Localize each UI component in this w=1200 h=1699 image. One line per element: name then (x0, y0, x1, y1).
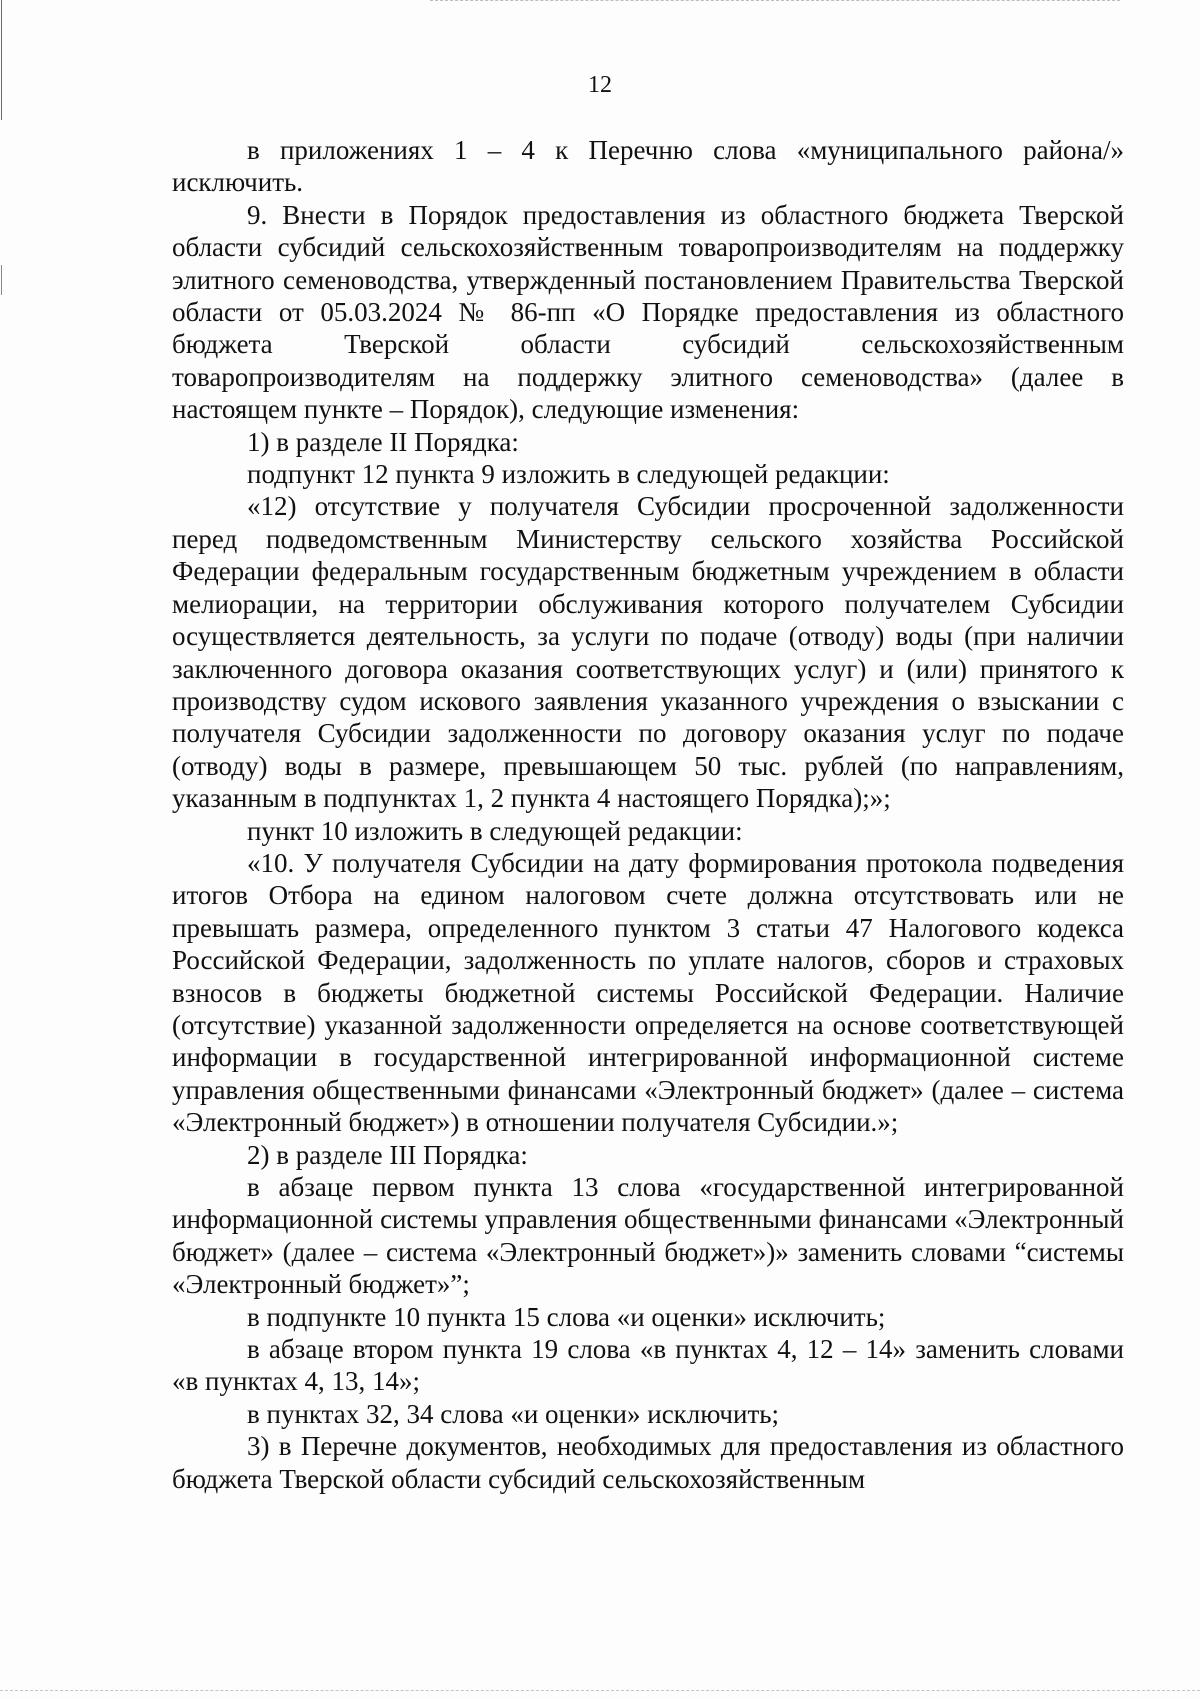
scan-edge-left (1, 0, 2, 120)
scan-edge-top (430, 0, 1120, 2)
paragraph-quoted-12: «12) отсутствие у получателя Субсидии просроченной задолженности перед подведомственным Министерству сельского хозяйства Российской Федерации федеральным государственным бюджетным учреждением в области мелиорации, на территории обслуживания которого получателем Субсидии осуществляется деятельность, за услуги по подаче (отводу) воды (при наличии заключенного договора оказания соответствующих услуг) и (или) принятого к производству судом искового заявления указанного учреждения о взыскании с получателя Субсидии задолженности по договору оказания услуг по подаче (отводу) воды в размере, превышающем 50 тыс. рублей (по направлениям, указанным в подпунктах 1, 2 пункта 4 настоящего Порядка);»; (172, 491, 1124, 814)
scan-edge-left-mark (1, 265, 2, 295)
paragraph: 2) в разделе III Порядка: (247, 1139, 528, 1170)
paragraph-item-3: 3) в Перечне документов, необходимых для предоставления из областного бюджета Тверской области субсидий сельскохозяйственным (172, 1431, 1124, 1494)
scan-edge-bottom (0, 1690, 1200, 1692)
paragraph: пункт 10 изложить в следующей редакции: (247, 815, 743, 846)
paragraph: в подпункте 10 пункта 15 слова «и оценки» исключить; (247, 1301, 886, 1332)
paragraph: в абзаце втором пункта 19 слова «в пунктах 4, 12 – 14» заменить словами «в пунктах 4, 13, 14»; (172, 1334, 1124, 1397)
paragraph: в пунктах 32, 34 слова «и оценки» исключить; (247, 1398, 780, 1429)
document-body (172, 134, 1124, 1495)
paragraph: в приложениях 1 – 4 к Перечню слова «муниципального района/» исключить. (172, 135, 1124, 198)
paragraph: подпункт 12 пункта 9 изложить в следующей редакции: (247, 459, 890, 490)
page-number: 12 (588, 72, 612, 98)
paragraph: 1) в разделе II Порядка: (247, 426, 519, 457)
paragraph-item-9: 9. Внести в Порядок предоставления из областного бюджета Тверской области субсидий сельскохозяйственным товаропроизводителям на поддержку элитного семеноводства, утвержденный постановлением Правительства Тверской области от 05.03.2024 № 86-пп «О Порядке предоставления из областного бюджета Тверской области субсидий сельскохозяйственным товаропроизводителям на поддержку элитного семеноводства» (далее в настоящем пункте – Порядок), следующие изменения: (172, 199, 1124, 425)
paragraph: в абзаце первом пункта 13 слова «государственной интегрированной информационной системы управления общественными финансами «Электронный бюджет» (далее – система «Электронный бюджет»)» заменить словами “системы «Электронный бюджет»”; (172, 1172, 1124, 1300)
paragraph-quoted-10: «10. У получателя Субсидии на дату формирования протокола подведения итогов Отбора на едином налоговом счете должна отсутствовать или не превышать размера, определенного пунктом 3 статьи 47 Налогового кодекса Российской Федерации, задолженность по уплате налогов, сборов и страховых взносов в бюджеты бюджетной системы Российской Федерации. Наличие (отсутствие) указанной задолженности определяется на основе соответствующей информации в государственной интегрированной информационной системе управления общественными финансами «Электронный бюджет» (далее – система «Электронный бюджет») в отношении получателя Субсидии.»; (172, 847, 1124, 1138)
